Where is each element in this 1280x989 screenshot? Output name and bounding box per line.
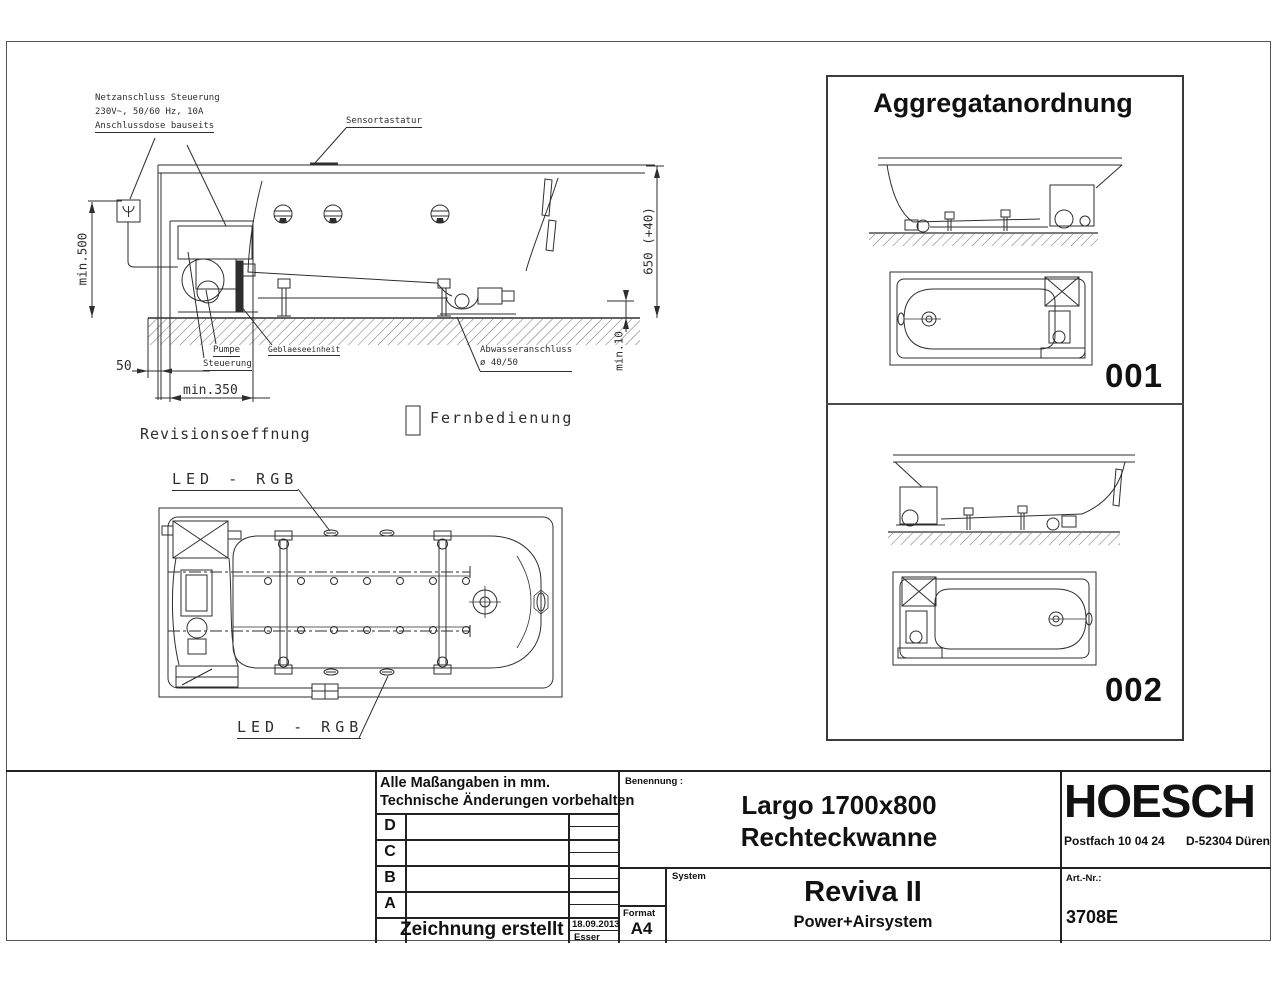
plan-view <box>159 489 562 738</box>
dim-650: 650 (+40) <box>640 207 656 275</box>
revision-row-a: A <box>384 895 396 912</box>
created-by: Esser <box>574 932 600 943</box>
name-label: Benennung : <box>625 776 684 787</box>
titleblock-line <box>568 904 618 905</box>
waste-connection-line2: ø 40/50 <box>480 358 518 369</box>
variant-002-side-view <box>888 455 1135 545</box>
dimension-arrows <box>89 167 660 401</box>
titleblock-line <box>665 867 667 943</box>
titleblock-line <box>375 891 620 893</box>
brand-pobox: Postfach 10 04 24 <box>1064 834 1165 848</box>
remote-control-label: Fernbedienung <box>430 409 574 427</box>
titleblock-line <box>568 878 618 879</box>
titleblock-line <box>375 839 620 841</box>
pump-label: Pumpe <box>213 345 240 357</box>
air-jet-icon <box>324 205 342 223</box>
titleblock-line <box>1060 772 1062 943</box>
air-jet-icon <box>274 205 292 223</box>
power-socket-icon <box>117 200 140 222</box>
remote-control-icon <box>406 406 420 435</box>
titleblock-line <box>568 826 618 827</box>
titleblock-line <box>1060 867 1271 869</box>
variant-002-label: 002 <box>1104 671 1163 708</box>
led-leader-top <box>298 489 330 531</box>
cross-brace <box>275 531 292 674</box>
variant-002-plan-view <box>893 572 1096 665</box>
power-note-line3: Anschlussdose bauseits <box>95 121 214 133</box>
led-rgb-label-top: LED - RGB <box>172 471 298 491</box>
name-line1: Largo 1700x800 <box>741 790 937 820</box>
art-nr-label: Art.-Nr.: <box>1066 873 1102 884</box>
brand-address <box>1064 834 1270 848</box>
cross-brace <box>434 531 451 674</box>
power-note-line2: 230V~, 50/60 Hz, 10A <box>95 107 204 117</box>
blower-unit-label: Geblaeseeinheit <box>268 345 340 356</box>
dimension-note-line2: Technische Änderungen vorbehalten <box>380 793 635 809</box>
title-block <box>6 770 1271 943</box>
led-leader-bottom <box>359 676 388 738</box>
control-unit-label: Steuerung <box>203 359 252 371</box>
brand-city: D-52304 Düren <box>1185 834 1270 848</box>
dim-min10: min.10 <box>612 331 626 371</box>
variant-001-side-view <box>869 158 1122 246</box>
waste-assembly <box>440 288 516 314</box>
art-nr-value: 3708E <box>1066 907 1119 927</box>
brand-logo: HOESCH <box>1064 775 1255 827</box>
variant-001-label: 001 <box>1104 357 1163 394</box>
waste-connection-label <box>480 345 572 372</box>
power-note-line1: Netzanschluss Steuerung <box>95 93 220 103</box>
revision-row-c: C <box>384 843 396 860</box>
dimension-note-line1: Alle Maßangaben in mm. <box>380 775 550 791</box>
dim-min500: min.500 <box>74 232 90 286</box>
pump-assembly <box>178 226 258 312</box>
waste-connection-line1: Abwasseranschluss <box>480 345 573 355</box>
led-rgb-label-bottom: LED - RGB <box>237 719 361 739</box>
dim-50: 50 <box>116 359 132 374</box>
led-jet-icon <box>324 530 394 675</box>
titleblock-line <box>375 865 620 867</box>
created-date: 18.09.2013 <box>572 919 620 930</box>
system-subtitle: Power+Airsystem <box>793 913 933 931</box>
created-label: Zeichnung erstellt <box>400 919 564 940</box>
name-line2: Rechteckwanne <box>740 822 938 852</box>
revision-row-b: B <box>384 869 396 886</box>
variant-001-plan-view <box>890 272 1092 365</box>
air-jet-icon <box>431 205 449 223</box>
pump-assembly-plan <box>162 521 241 687</box>
titleblock-line <box>618 905 665 907</box>
format-label: Format <box>623 908 656 919</box>
dim-min350: min.350 <box>183 383 238 398</box>
titleblock-line <box>568 930 618 931</box>
system-label: System <box>672 871 706 882</box>
inspection-opening-label: Revisionsoeffnung <box>140 425 311 443</box>
dimension-lines <box>88 166 664 398</box>
aggregate-panel-title: Aggregatanordnung <box>873 88 1133 118</box>
floor-hatch <box>148 319 640 345</box>
system-name: Reviva II <box>804 876 922 908</box>
sensor-keypad-label: Sensortastatur <box>346 116 422 128</box>
titleblock-line <box>568 852 618 853</box>
revision-row-d: D <box>384 817 396 834</box>
titleblock-line <box>375 813 620 815</box>
format-value: A4 <box>630 919 653 938</box>
titleblock-line <box>618 867 1062 869</box>
